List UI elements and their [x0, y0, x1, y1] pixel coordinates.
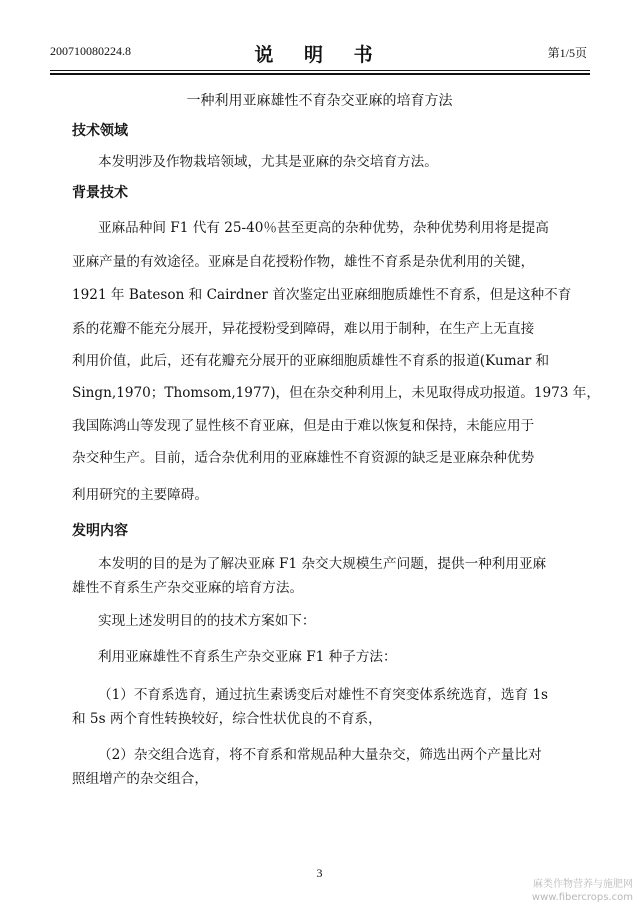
paragraph-line: 本发明的目的是为了解决亚麻 F1 杂交大规模生产问题，提供一种利用亚麻	[98, 556, 547, 572]
paragraph-line: 亚麻品种间 F1 代有 25-40％甚至更高的杂种优势，杂种优势利用将是提高	[98, 220, 549, 236]
watermark-url: www.fibercrops.com	[531, 892, 633, 903]
paragraph-line: 我国陈鸿山等发现了显性核不育亚麻，但是由于难以恢复和保持，未能应用于	[72, 418, 535, 434]
paragraph-line: 1921 年 Bateson 和 Cairdner 首次鉴定出亚麻细胞质雄性不育系，但是这种不育	[72, 287, 572, 303]
paragraph-line: 杂交种生产。目前，适合杂优利用的亚麻雄性不育资源的缺乏是亚麻杂种优势	[72, 450, 535, 466]
paragraph-line: 和 5s 两个育性转换较好，综合性状优良的不育系，	[72, 711, 382, 727]
paragraph-line: 利用亚麻雄性不育系生产杂交亚麻 F1 种子方法：	[98, 649, 397, 665]
header-rule-thick	[50, 73, 590, 75]
page-info: 第1/5页	[547, 46, 587, 60]
watermark-text: 麻类作物营养与施肥网	[533, 879, 633, 890]
paragraph-line: （2）杂交组合选育，将不育系和常规品种大量杂交，筛选出两个产量比对	[98, 747, 542, 763]
section-heading-background: 背景技术	[72, 185, 128, 201]
paragraph-line: 利用研究的主要障碍。	[72, 487, 208, 503]
paragraph-line: Singn,1970；Thomsom,1977)，但在杂交种利用上，未见取得成功报道。1973 年，	[72, 385, 600, 401]
paragraph-line: 系的花瓣不能充分展开，异花授粉受到障碍，难以用于制种，在生产上无直接	[72, 321, 535, 337]
paragraph-line: 亚麻产量的有效途径。亚麻是自花授粉作物，雄性不育系是杂优利用的关键，	[72, 254, 535, 270]
document-number: 200710080224.8	[50, 44, 131, 58]
paragraph-line: 照组增产的杂交组合，	[72, 771, 208, 787]
paragraph-line: （1）不育系选育，通过抗生素诱变后对雄性不育突变体系统选育，选育 1s	[98, 687, 548, 703]
header-rule	[50, 70, 590, 71]
paragraph-line: 本发明涉及作物栽培领域，尤其是亚麻的杂交培育方法。	[98, 154, 438, 170]
document-title: 一种利用亚麻雄性不育杂交亚麻的培育方法	[186, 93, 453, 109]
section-heading-field: 技术领域	[72, 123, 128, 139]
document-type: 说 明 书	[254, 44, 385, 66]
paragraph-line: 利用价值，此后，还有花瓣充分展开的亚麻细胞质雄性不育系的报道(Kumar 和	[72, 353, 550, 369]
page-number: 3	[316, 866, 323, 880]
paragraph-line: 实现上述发明目的的技术方案如下：	[98, 613, 316, 629]
section-heading-content: 发明内容	[72, 523, 128, 539]
paragraph-line: 雄性不育系生产杂交亚麻的培育方法。	[72, 580, 304, 596]
watermark	[532, 878, 633, 904]
